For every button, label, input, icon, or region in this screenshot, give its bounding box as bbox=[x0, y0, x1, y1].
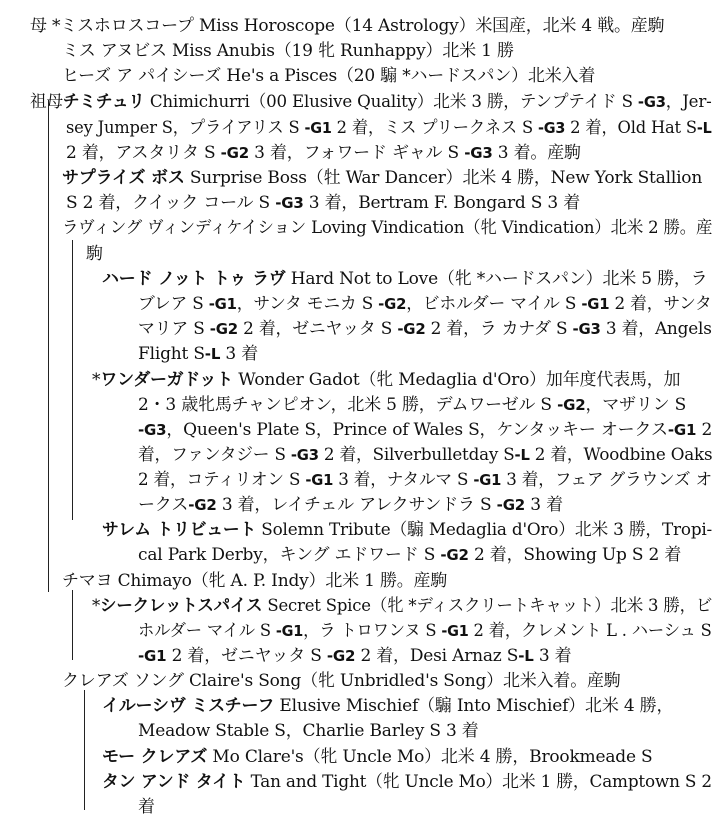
grade-label: -G2 bbox=[397, 320, 426, 338]
text-line bbox=[138, 317, 712, 342]
text-line bbox=[30, 14, 664, 39]
text-segment: 3 着 bbox=[525, 495, 563, 515]
text-segment: ，ビホルダー マイル S bbox=[406, 294, 582, 314]
text-segment: 2 着，Desi Arnaz S bbox=[355, 646, 519, 666]
text-line bbox=[62, 216, 712, 241]
text-segment: 2 着，サンタ bbox=[609, 294, 712, 314]
text-line bbox=[138, 719, 479, 744]
text-segment: 2 着，ゼニヤッタ S bbox=[237, 319, 398, 339]
horse-name: シークレットスパイス bbox=[100, 596, 263, 616]
text-segment: ホルダー マイル S bbox=[138, 621, 276, 641]
text-segment: Mo Clare's（牝 Uncle Mo）北米 4 勝，Brookmeade S bbox=[207, 747, 653, 767]
text-segment: 3 着 bbox=[533, 646, 572, 666]
text-segment: sey Jumper S，プライアリス S bbox=[66, 118, 305, 138]
text-line bbox=[62, 64, 595, 89]
text-line bbox=[138, 493, 563, 518]
text-line bbox=[66, 116, 712, 141]
horse-name: チミチュリ bbox=[62, 92, 145, 112]
grade-label: -G1 bbox=[304, 119, 332, 137]
grade-label: -G1 bbox=[441, 622, 469, 640]
text-segment: 3 着，レイチェル アレクサンドラ S bbox=[216, 495, 497, 515]
grade-label: -G3 bbox=[464, 144, 493, 162]
text-segment: ，サンタ モニカ S bbox=[236, 294, 379, 314]
text-segment: クレアズ ソング Claire's Song（牝 Unbridled's Song）北米入着。産駒 bbox=[62, 671, 621, 691]
tree-connector-line bbox=[72, 590, 73, 660]
text-line bbox=[102, 745, 652, 770]
text-segment: ，ラ トロワンヌ S bbox=[303, 621, 442, 641]
text-line bbox=[92, 368, 680, 393]
grade-label: -L bbox=[204, 345, 221, 363]
text-segment: ミス アヌビス Miss Anubis（19 牝 Runhappy）北米 1 勝 bbox=[62, 41, 514, 61]
text-segment: Meadow Stable S，Charlie Barley S 3 着 bbox=[138, 721, 479, 741]
grade-label: -G1 bbox=[138, 647, 167, 665]
grade-label: -G2 bbox=[326, 647, 356, 665]
horse-name: イルーシヴ ミスチーフ bbox=[102, 696, 275, 716]
text-line bbox=[138, 468, 712, 493]
text-line bbox=[138, 644, 571, 669]
text-segment: 2 着，ゼニヤッタ S bbox=[166, 646, 327, 666]
text-segment: 着 bbox=[138, 797, 155, 817]
text-segment: 2 着，クレメント L . ハーシュ S bbox=[468, 621, 712, 641]
grade-label: -G3 bbox=[290, 446, 319, 464]
text-line bbox=[30, 90, 712, 115]
text-segment: 2 着，コティリオン S bbox=[138, 470, 306, 490]
text-segment: チマヨ Chimayo（牝 A. P. Indy）北米 1 勝。産駒 bbox=[62, 571, 448, 591]
text-segment: ，Jer- bbox=[665, 92, 712, 112]
text-segment: 着，ファンタジー S bbox=[138, 445, 291, 465]
text-segment: Hard Not to Love（牝 *ハードスパン）北米 5 勝，ラ bbox=[285, 269, 708, 289]
text-line bbox=[138, 292, 712, 317]
grade-label: -G3 bbox=[637, 93, 666, 111]
horse-name: モー クレアズ bbox=[102, 747, 208, 767]
horse-name: ハード ノット トゥ ラヴ bbox=[102, 269, 286, 289]
text-line bbox=[62, 39, 514, 64]
grade-label: -G3 bbox=[572, 320, 601, 338]
grade-label: -G2 bbox=[440, 546, 469, 564]
text-line bbox=[86, 242, 103, 267]
text-line bbox=[102, 770, 712, 795]
text-segment: 2 着，Old Hat S bbox=[565, 118, 697, 138]
horse-name: サプライズ ボス bbox=[62, 168, 185, 188]
text-segment: 2 bbox=[696, 420, 713, 440]
text-segment: 3 着，フォワード ギャル S bbox=[248, 143, 465, 163]
grade-label: -G2 bbox=[496, 496, 526, 514]
text-line bbox=[138, 393, 686, 418]
text-segment: 母 *ミスホロスコープ Miss Horoscope（14 Astrology）米国産，北米 4 戦。産駒 bbox=[30, 16, 665, 36]
grade-label: -G1 bbox=[581, 295, 610, 313]
grade-label: -G3 bbox=[537, 119, 566, 137]
grade-label: -G1 bbox=[275, 622, 304, 640]
text-segment: Wonder Gadot（牝 Medaglia d'Oro）加年度代表馬，加 bbox=[233, 370, 681, 390]
grade-label: -L bbox=[514, 446, 530, 464]
horse-name: サレム トリビュート bbox=[102, 520, 257, 540]
text-line bbox=[92, 594, 712, 619]
text-segment: 2 着，ミス プリークネス S bbox=[331, 118, 538, 138]
text-segment: ークス bbox=[138, 495, 189, 515]
text-segment: cal Park Derby，キング エドワード S bbox=[138, 545, 441, 565]
tree-connector-line bbox=[72, 240, 73, 520]
text-segment: Tan and Tight（牝 Uncle Mo）北米 1 勝，Camptown S 2 bbox=[245, 772, 712, 792]
text-segment: 2 着，Showing Up S 2 着 bbox=[468, 545, 682, 565]
text-line bbox=[102, 267, 708, 292]
text-segment: * bbox=[92, 596, 101, 616]
grade-label: -L bbox=[518, 647, 534, 665]
text-segment: 3 着，フェア グラウンズ オ bbox=[501, 470, 713, 490]
text-segment: Chimichurri（00 Elusive Quality）北米 3 勝，テンプテイド S bbox=[144, 92, 638, 112]
horse-name: ワンダーガドット bbox=[100, 370, 234, 390]
text-segment: 駒 bbox=[86, 244, 103, 264]
grade-label: -G2 bbox=[378, 295, 407, 313]
text-line bbox=[62, 569, 447, 594]
tree-connector-line bbox=[84, 690, 85, 810]
grade-label: -G1 bbox=[208, 295, 237, 313]
text-segment: 2 着，ラ カナダ S bbox=[425, 319, 573, 339]
grade-label: -L bbox=[696, 119, 712, 137]
text-segment: Solemn Tribute（騸 Medaglia d'Oro）北米 3 勝，Tropi- bbox=[256, 520, 713, 540]
text-line bbox=[66, 141, 581, 166]
text-line bbox=[138, 543, 681, 568]
text-line bbox=[102, 694, 673, 719]
text-segment: ブレア S bbox=[138, 294, 209, 314]
text-line bbox=[138, 443, 712, 468]
grade-label: -G3 bbox=[275, 194, 304, 212]
text-line bbox=[62, 166, 702, 191]
text-segment: 祖母 bbox=[30, 92, 63, 112]
text-segment: Flight S bbox=[138, 344, 205, 364]
grade-label: -G2 bbox=[557, 396, 586, 414]
text-segment: 3 着。産駒 bbox=[492, 143, 581, 163]
text-segment: ラヴィング ヴィンディケイション Loving Vindication（牝 Vindication）北米 2 勝。産 bbox=[62, 218, 713, 238]
text-line bbox=[138, 418, 712, 443]
grade-label: -G1 bbox=[667, 421, 697, 439]
text-segment: 2・3 歳牝馬チャンピオン，北米 5 勝，デムワーゼル S bbox=[138, 395, 558, 415]
text-segment: 3 着，Bertram F. Bongard S 3 着 bbox=[303, 193, 581, 213]
text-segment: * bbox=[92, 370, 101, 390]
text-segment: ，マザリン S bbox=[585, 395, 687, 415]
horse-name: タン アンド タイト bbox=[102, 772, 246, 792]
grade-label: -G2 bbox=[188, 496, 217, 514]
grade-label: -G2 bbox=[209, 320, 238, 338]
text-segment: 3 着 bbox=[220, 344, 259, 364]
grade-label: -G2 bbox=[220, 144, 249, 162]
text-line bbox=[138, 619, 712, 644]
text-segment: 2 着，アスタリタ S bbox=[66, 143, 221, 163]
text-segment: 3 着，ナタルマ S bbox=[333, 470, 474, 490]
tree-connector-line bbox=[48, 100, 49, 592]
text-line bbox=[138, 795, 155, 820]
text-segment: S 2 着，クイック コール S bbox=[66, 193, 276, 213]
grade-label: -G3 bbox=[138, 421, 167, 439]
text-segment: ，Queen's Plate S，Prince of Wales S，ケンタッキー オークス bbox=[166, 420, 668, 440]
text-line bbox=[102, 518, 712, 543]
text-segment: 2 着，Woodbine Oaks bbox=[529, 445, 713, 465]
text-segment: 2 着，Silverbulletday S bbox=[318, 445, 515, 465]
grade-label: -G1 bbox=[305, 471, 334, 489]
text-segment: マリア S bbox=[138, 319, 210, 339]
text-segment: Surprise Boss（牡 War Dancer）北米 4 勝，New York Stallion bbox=[184, 168, 703, 188]
text-line bbox=[62, 669, 621, 694]
grade-label: -G1 bbox=[473, 471, 502, 489]
text-segment: Elusive Mischief（騸 Into Mischief）北米 4 勝， bbox=[274, 696, 674, 716]
text-segment: Secret Spice（牝 *ディスクリートキャット）北米 3 勝，ビ bbox=[262, 596, 713, 616]
text-line bbox=[66, 191, 580, 216]
text-segment: 3 着，Angels bbox=[600, 319, 712, 339]
text-line bbox=[138, 342, 258, 367]
text-segment: ヒーズ ア パイシーズ He's a Pisces（20 騸 *ハードスパン）北米入着 bbox=[62, 66, 596, 86]
